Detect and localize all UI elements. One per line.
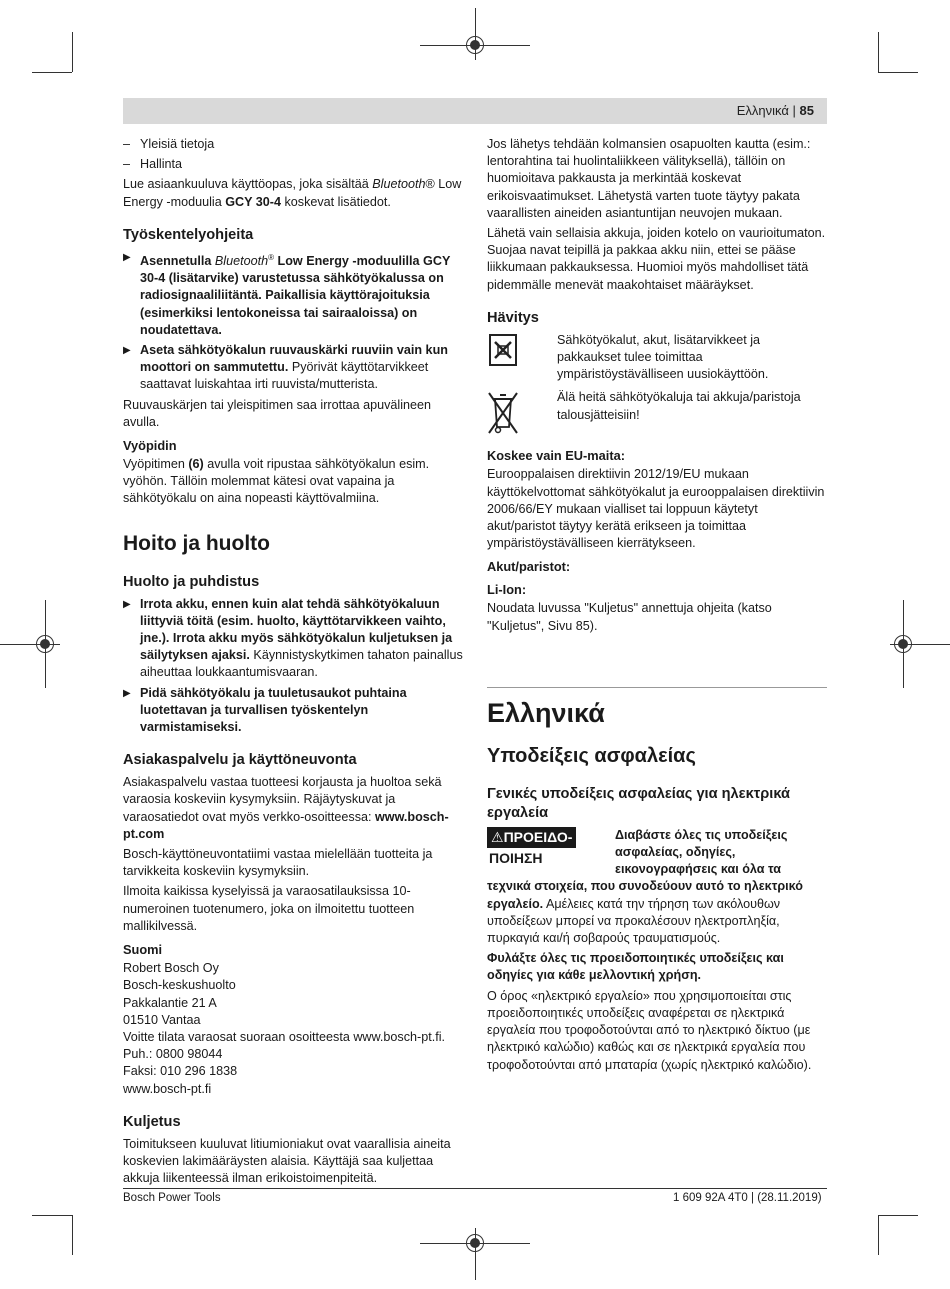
greek-general-heading: Γενικές υποδείξεις ασφαλείας για ηλεκτρικά εργαλεία — [487, 785, 790, 821]
header-bar — [123, 98, 827, 124]
li-ion-paragraph: Noudata luvussa "Kuljetus" annettuja ohjeita (katso "Kuljetus", Sivu 85). — [487, 601, 772, 633]
dash-item: – Yleisiä tietoja — [123, 136, 463, 153]
warning-badge: ⚠ΠΡΟΕΙΔΟ- — [487, 827, 576, 848]
eu-heading: Koskee vain EU-maita: — [487, 448, 625, 464]
address-line: Bosch-keskushuolto — [123, 978, 236, 993]
section-heading-maintenance: Huolto ja puhdistus — [123, 573, 260, 590]
bullet-screw-bit: ▶ Aseta sähkötyökalun ruuvauskärki ruuviin vain kun moottori on sammutettu. Pyörivät käyttötarvikkeet saattavat luiskahtaa irti ruuvista/mutterista. — [123, 342, 463, 394]
greek-section-title: Ελληνικά — [487, 697, 605, 728]
country-heading: Suomi — [123, 942, 163, 958]
no-household-waste-box-icon — [487, 332, 519, 368]
warning-triangle-icon: ⚠ — [491, 828, 504, 845]
batteries-heading: Akut/paristot: — [487, 559, 571, 575]
address-line: Faksi: 010 296 1838 — [123, 1064, 238, 1079]
section-heading-transport: Kuljetus — [123, 1113, 181, 1130]
service-paragraph: Ilmoita kaikissa kyselyissä ja varaosatilauksissa 10-numeroinen tuotenumero, joka on ilmoitettu tuotteen mallikilvessä. — [123, 884, 415, 933]
address-line: Voitte tilata varaosat suoraan osoitteesta www.bosch-pt.fi. — [123, 1029, 446, 1044]
crop-mark — [32, 1215, 72, 1216]
service-paragraph: Bosch-käyttöneuvontatiimi vastaa mielellään tuotteita ja tarvikkeita koskeviin kysymyksiin. — [123, 847, 433, 879]
registration-target-icon — [894, 635, 912, 653]
warning-block — [487, 827, 827, 879]
warning-lead: Διαβάστε όλες τις υποδείξεις ασφαλείας, οδηγίες, εικονογραφήσεις και όλα τα — [615, 827, 788, 877]
disposal-row — [487, 332, 827, 384]
crop-mark — [878, 1215, 879, 1255]
shipping-paragraph: Lähetä vain sellaisia akkuja, joiden kotelo on vaurioitumaton. Suojaa navat teipillä ja pakkaa akku niin, ettei se pääse liikkumaan pakkauksessa. Huomioi myös mahdolliset tätä pidemmälle menevät maakohtaiset määräykset. — [487, 226, 826, 292]
disposal-row — [487, 389, 827, 437]
bullet-remove-battery: ▶ Irrota akku, ennen kuin alat tehdä sähkötyökaluun liittyviä töitä (esim. huolto, käyttötarvikkeen vaihto, jne.). Irrota akku myös sähkötyökalun kuljetuksen ja säilytyksen ajaksi. Käynnistyskytkimen tahaton painallus aiheuttaa loukkaantumisvaaran. — [123, 596, 463, 682]
term-paragraph: Ο όρος «ηλεκτρικό εργαλείο» που χρησιμοποιείται στις προειδοποιητικές υποδείξεις αναφέρεται σε ηλεκτρικά εργαλεία που τροφοδοτούνται από το ηλεκτρικό δίκτυο (με ηλεκτρικό καλώδιο) καθώς και σε ηλεκτρικά εργαλεία που τροφοδοτούνται από μπαταρία (χωρίς ηλεκτρικό καλώδιο). — [487, 988, 812, 1072]
section-title-care: Hoito ja huolto — [123, 531, 270, 555]
section-heading-disposal: Hävitys — [487, 309, 539, 326]
crop-mark — [72, 1215, 73, 1255]
service-paragraph: Asiakaspalvelu vastaa tuotteesi korjausta ja huoltoa sekä varaosia koskeviin kysymyksiin. Räjäytyskuvat ja varaosatiedot ovat myös verkko-osoitteessa: www.bosch-pt.com — [123, 775, 449, 841]
address-line: Puh.: 0800 98044 — [123, 1047, 223, 1062]
footer-brand: Bosch Power Tools — [123, 1192, 221, 1204]
crossed-bin-icon — [487, 389, 519, 437]
address-block — [123, 960, 463, 1098]
footer-rule — [123, 1188, 827, 1189]
registration-target-icon — [466, 36, 484, 54]
address-line: Pakkalantie 21 A — [123, 995, 217, 1010]
belt-clip-heading: Vyöpidin — [123, 438, 177, 454]
page-number: 85 — [799, 103, 814, 118]
crop-mark — [72, 32, 73, 72]
eu-paragraph: Eurooppalaisen direktiivin 2012/19/EU mukaan käyttökelvottomat sähkötyökalut ja eurooppalaisen direktiivin 2006/66/EY mukaan vialliset tai loppuun käytetyt akut/paristot täytyy kerätä erikseen ja toimittaa ympäristöystävälliseen kierrätykseen. — [487, 467, 825, 551]
bullet-keep-clean: ▶ Pidä sähkötyökalu ja tuuletusaukot puhtaina luotettavan ja turvallisen työskentelyn varmistamiseksi. — [123, 685, 463, 737]
keep-instructions-paragraph: Φυλάξτε όλες τις προειδοποιητικές υποδείξεις και οδηγίες για κάθε μελλοντική χρήση. — [487, 951, 784, 983]
left-column — [123, 136, 463, 1190]
transport-paragraph: Toimitukseen kuuluvat litiumioniakut ovat vaarallisia aineita koskevien lakimääräysten alaisia. Käyttäjä saa kuljettaa akkuja liikenteessä ilman erikoistoimenpiteitä. — [123, 1136, 451, 1186]
address-line: 01510 Vantaa — [123, 1012, 201, 1027]
address-line: www.bosch-pt.fi — [123, 1081, 212, 1096]
crop-mark — [32, 72, 72, 73]
address-line: Robert Bosch Oy — [123, 961, 219, 976]
crop-mark — [878, 32, 879, 72]
greek-safety-heading: Υποδείξεις ασφαλείας — [487, 744, 696, 767]
section-divider — [487, 687, 827, 688]
shipping-paragraph: Jos lähetys tehdään kolmansien osapuolten kautta (esim.: lentorahtina tai huolintaliikkeen välityksellä), tällöin on huomioitava pakkausta ja merkintää koskevat erikoisvaatimukset. Lähetystä varten tuote täytyy pakata vaarallisten aineiden asiantuntijan neuvojen mukaan. — [487, 137, 811, 220]
li-ion-heading: Li-Ion: — [487, 582, 527, 598]
header-language: Ελληνικά — [736, 103, 789, 118]
bit-paragraph: Ruuvauskärjen tai yleispitimen saa irrottaa apuvälineen avulla. — [123, 397, 432, 429]
bullet-bluetooth: ▶ Asennetulla Bluetooth® Low Energy -moduulilla GCY 30-4 (lisätarvike) varustetussa sähkötyökalussa on radiosignaaliliitäntä. Paikallisia käyttörajoituksia (esimerkiksi lentokoneissa tai sairaaloissa) on noudatettava. — [123, 249, 463, 339]
warning-label — [487, 827, 615, 879]
footer-doc-id: 1 609 92A 4T0 | (28.11.2019) — [673, 1192, 822, 1204]
registration-target-icon — [466, 1234, 484, 1252]
crop-mark — [878, 1215, 918, 1216]
belt-clip-paragraph: Vyöpitimen (6) avulla voit ripustaa sähkötyökalun esim. vyöhön. Tällöin molemmat kätesi ovat vapaina ja sähkötyökalu on aina nopeasti käyttövalmiina. — [123, 457, 430, 506]
intro-paragraph: Lue asiaankuuluva käyttöopas, joka sisältää Bluetooth® Low Energy -moduulia GCY 30-4 koskevat lisätiedot. — [123, 177, 462, 209]
warning-label-second: ΠΟΙΗΣΗ — [489, 849, 543, 866]
warning-paragraph: τεχνικά στοιχεία, που συνοδεύουν αυτό το ηλεκτρικό εργαλείο. Αμέλειες κατά την τήρηση των ακόλουθων υποδείξεων μπορεί να προκαλέσουν ηλεκτροπληξία, πυρκαγιά και/ή σοβαρούς τραυματισμούς. — [487, 879, 803, 946]
dash-item: – Hallinta — [123, 156, 463, 173]
right-column — [487, 136, 827, 1077]
page-header: Ελληνικά | 85 — [736, 103, 814, 118]
section-heading-service: Asiakaspalvelu ja käyttöneuvonta — [123, 752, 357, 769]
section-heading-work: Työskentelyohjeita — [123, 226, 254, 243]
disposal-text: Sähkötyökalut, akut, lisätarvikkeet ja pakkaukset tulee toimittaa ympäristöystävälliseen uusiokäyttöön. — [557, 332, 769, 382]
registration-target-icon — [36, 635, 54, 653]
crop-mark — [878, 72, 918, 73]
disposal-text: Älä heitä sähkötyökaluja tai akkuja/paristoja talousjätteisiin! — [557, 390, 801, 422]
